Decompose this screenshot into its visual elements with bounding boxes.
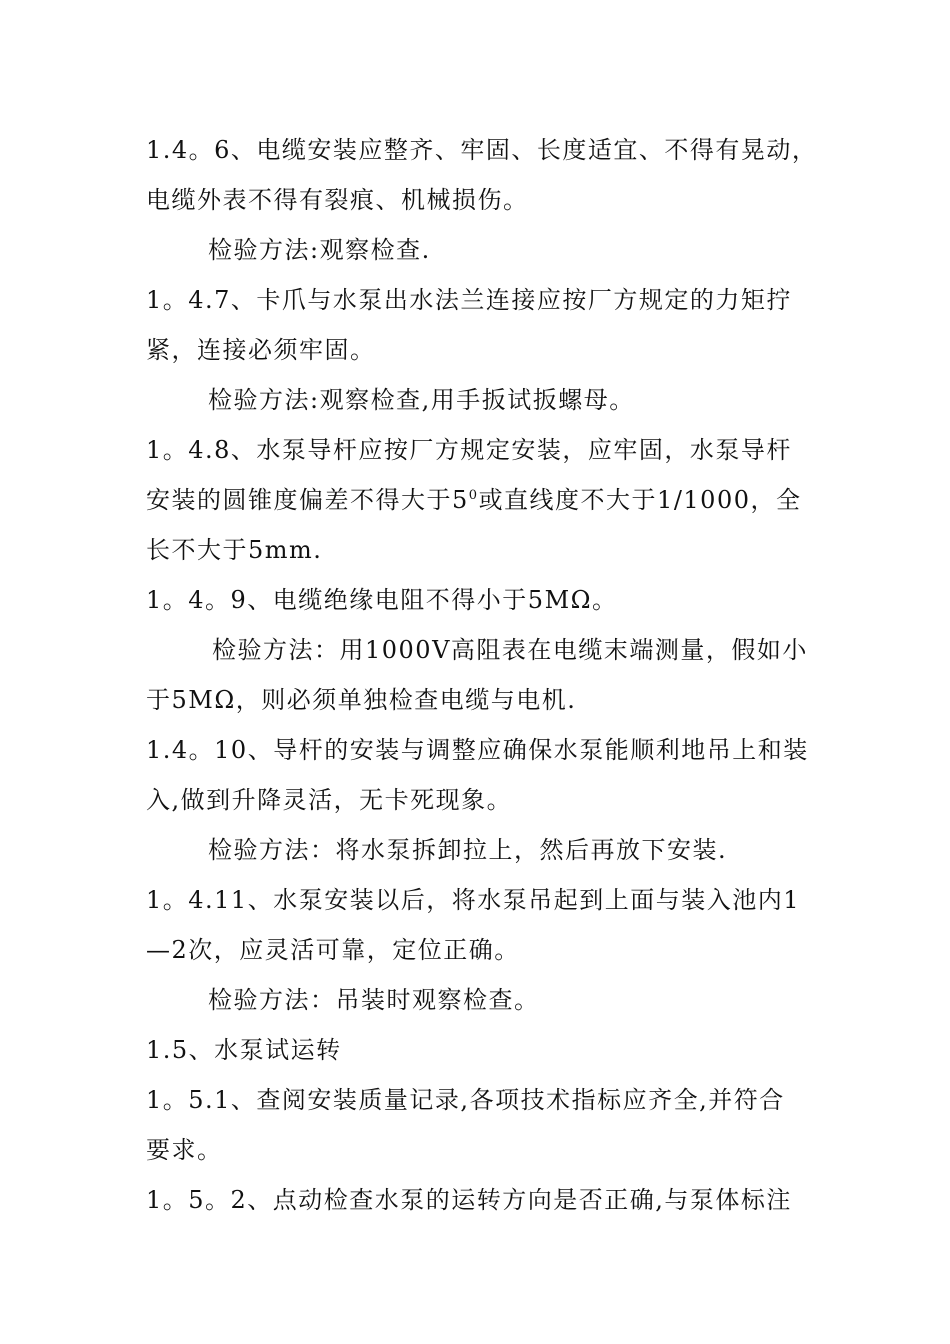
inspection-method-line: 检验方法：将水泵拆卸拉上，然后再放下安装.: [208, 836, 728, 864]
text-line: 入,做到升降灵活，无卡死现象。: [146, 786, 513, 814]
text-line: 1。5.1、查阅安装质量记录,各项技术指标应齐全,并符合: [146, 1086, 785, 1114]
text-line: 1。4.7、卡爪与水泵出水法兰连接应按厂方规定的力矩拧: [146, 286, 792, 314]
text-line: 1。4。9、电缆绝缘电阻不得小于5MΩ。: [146, 586, 618, 614]
text-line: 紧，连接必须牢固。: [146, 336, 376, 364]
text-line: 电缆外表不得有裂痕、机械损伤。: [146, 186, 529, 214]
text-line: 1.4。6、电缆安装应整齐、牢固、长度适宜、不得有晃动，: [146, 136, 818, 164]
superscript: 0: [468, 488, 479, 503]
text-line: 要求。: [146, 1136, 223, 1164]
inspection-method-line: 检验方法：吊装时观察检查。: [208, 986, 540, 1014]
text-line: 于5MΩ，则必须单独检查电缆与电机.: [146, 686, 577, 714]
text-segment: 安装的圆锥度偏差不得大于: [146, 486, 452, 514]
inspection-method-line: 检验方法：用1000V高阻表在电缆末端测量，假如小: [212, 636, 808, 664]
number: 5: [452, 486, 469, 514]
text-line: 1.4。10、导杆的安装与调整应确保水泵能顺利地吊上和装: [146, 736, 809, 764]
text-line: 1。5。2、点动检查水泵的运转方向是否正确,与泵体标注: [146, 1186, 792, 1214]
text-line: —2次，应灵活可靠，定位正确。: [146, 936, 520, 964]
text-line: 1。4.8、水泵导杆应按厂方规定安装，应牢固，水泵导杆: [146, 436, 792, 464]
text-segment: 或直线度不大于1/1000，全: [478, 486, 802, 514]
text-line: 1。4.11、水泵安装以后，将水泵吊起到上面与装入池内1: [146, 886, 800, 914]
section-heading: 1.5、水泵试运转: [146, 1036, 342, 1064]
inspection-method-line: 检验方法:观察检查.: [208, 236, 431, 264]
inspection-method-line: 检验方法:观察检查,用手扳试扳螺母。: [208, 386, 635, 414]
text-line-with-superscript: [146, 484, 826, 516]
text-line: 长不大于5mm.: [146, 536, 323, 564]
